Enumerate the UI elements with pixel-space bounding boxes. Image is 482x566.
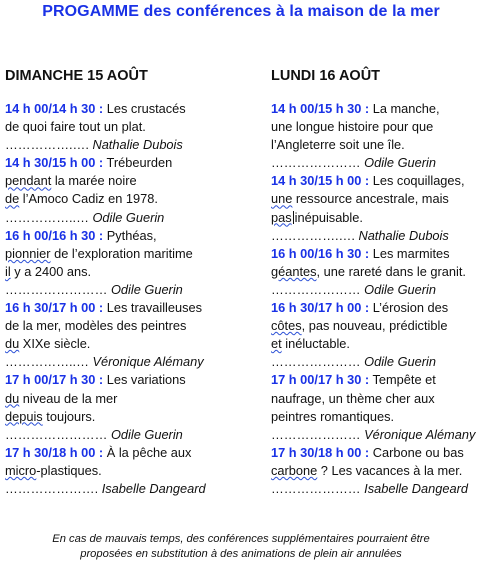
talk-entry bbox=[5, 371, 237, 443]
talk-entry bbox=[5, 299, 237, 371]
talk-title: Les crustacés bbox=[103, 101, 186, 116]
talk-entry bbox=[271, 299, 481, 371]
footer-line: proposées en substitution à des animations de plein air annulées bbox=[80, 548, 402, 560]
talk-entry bbox=[271, 245, 481, 299]
dot-leader: ………………… bbox=[271, 281, 365, 297]
talk-title: Trébeurden bbox=[103, 155, 173, 171]
day-heading-sunday: DIMANCHE 15 AOÛT bbox=[5, 68, 148, 84]
talk-title: l’Angleterre soit une île. bbox=[271, 137, 405, 153]
talk-time: 14 h 30/15 h 00 : bbox=[271, 173, 370, 189]
spellcheck-word: pionnier bbox=[5, 245, 51, 261]
dot-leader: ………………… bbox=[271, 426, 365, 442]
talk-title: ? Les vacances à la mer. bbox=[317, 462, 463, 478]
spellcheck-word: et bbox=[271, 336, 282, 352]
talk-title: ressource ancestrale, mais bbox=[292, 191, 449, 207]
spellcheck-word: carbone bbox=[271, 462, 318, 478]
day-heading-monday: LUNDI 16 AOÛT bbox=[271, 68, 381, 84]
talk-title: Les marmites bbox=[369, 245, 450, 261]
speaker-name: Isabelle Dangeard bbox=[101, 480, 206, 496]
talk-entry bbox=[5, 154, 237, 226]
talk-title: la marée noire bbox=[51, 173, 137, 189]
talk-title: XIXe siècle. bbox=[19, 336, 91, 352]
speaker-name: Odile Guerin bbox=[92, 209, 165, 225]
talk-entry bbox=[271, 444, 481, 498]
talk-time: 14 h 00/14 h 30 : bbox=[5, 101, 104, 116]
dot-leader: ……………..… bbox=[5, 209, 93, 225]
talk-title: une longue histoire pour que bbox=[271, 119, 434, 135]
speaker-name: Véronique Alémany bbox=[364, 426, 476, 442]
talk-entry bbox=[5, 227, 237, 299]
talk-time: 14 h 00/15 h 30 : bbox=[271, 101, 370, 116]
talk-title: de la mer, modèles des peintres bbox=[5, 318, 187, 334]
speaker-name: Nathalie Dubois bbox=[92, 137, 183, 153]
talk-entry bbox=[271, 371, 481, 443]
talk-entry bbox=[271, 100, 481, 172]
talk-title: niveau de la mer bbox=[19, 390, 118, 406]
monday-column bbox=[271, 67, 481, 498]
talk-title: À la pêche aux bbox=[103, 444, 192, 460]
dot-leader: …………………… bbox=[5, 281, 111, 297]
footer-note bbox=[0, 532, 482, 562]
spellcheck-word: depuis bbox=[5, 408, 43, 424]
spellcheck-word: une bbox=[271, 191, 293, 207]
dot-leader: …………….…. bbox=[5, 137, 93, 153]
talk-title: La manche, bbox=[369, 101, 440, 116]
talk-title: , une rareté dans le granit. bbox=[316, 263, 466, 279]
talk-entry bbox=[5, 444, 237, 498]
talk-time: 17 h 30/18 h 00 : bbox=[271, 444, 370, 460]
talk-time: 16 h 30/17 h 00 : bbox=[5, 300, 104, 316]
talk-title: inépuisable. bbox=[294, 209, 363, 225]
dot-leader: …………….…. bbox=[271, 227, 359, 243]
talk-title: toujours. bbox=[42, 408, 96, 424]
talk-title: inéluctable. bbox=[281, 336, 350, 352]
talk-title: -plastiques. bbox=[36, 462, 102, 478]
speaker-name: Odile Guerin bbox=[110, 426, 183, 442]
talk-title: , pas nouveau, prédictible bbox=[301, 318, 448, 334]
dot-leader: ………………… bbox=[271, 480, 365, 496]
dot-leader: ……………..… bbox=[5, 354, 93, 370]
talk-entry bbox=[271, 172, 481, 244]
sunday-column bbox=[5, 67, 237, 498]
text-cursor bbox=[293, 211, 294, 224]
talk-time: 17 h 30/18 h 00 : bbox=[5, 444, 104, 460]
dot-leader: …………………. bbox=[5, 480, 102, 496]
spellcheck-word: côtes bbox=[271, 318, 302, 334]
spellcheck-word: pas bbox=[271, 209, 292, 225]
talk-time: 16 h 00/16 h 30 : bbox=[271, 245, 370, 261]
talk-title: de l’exploration maritime bbox=[50, 245, 193, 261]
speaker-name: Véronique Alémany bbox=[92, 354, 204, 370]
talk-title: Carbone ou bas bbox=[369, 444, 464, 460]
speaker-name: Odile Guerin bbox=[364, 354, 436, 370]
talk-time: 17 h 00/17 h 30 : bbox=[271, 372, 370, 388]
spellcheck-word: de bbox=[5, 191, 20, 207]
speaker-name: Nathalie Dubois bbox=[358, 227, 449, 243]
talk-title: Pythéas, bbox=[103, 227, 157, 243]
talk-title: naufrage, un thème cher aux bbox=[271, 390, 435, 406]
talk-title: y a 2400 ans. bbox=[10, 263, 92, 279]
talk-title: l’Amoco Cadiz en 1978. bbox=[19, 191, 158, 207]
speaker-name: Odile Guerin bbox=[364, 155, 436, 171]
speaker-name: Isabelle Dangeard bbox=[364, 480, 469, 496]
spellcheck-word: géantes bbox=[271, 263, 317, 279]
talk-time: 16 h 00/16 h 30 : bbox=[5, 227, 104, 243]
speaker-name: Odile Guerin bbox=[364, 281, 436, 297]
dot-leader: ………………… bbox=[271, 354, 365, 370]
talk-title: L’érosion des bbox=[369, 300, 449, 316]
page-title: PROGAMME des conférences à la maison de la mer bbox=[42, 3, 440, 20]
spellcheck-word: pendant bbox=[5, 173, 52, 189]
dot-leader: …………………… bbox=[5, 426, 111, 442]
talk-time: 17 h 00/17 h 30 : bbox=[5, 372, 104, 388]
footer-line: En cas de mauvais temps, des conférences supplémentaires pourraient être bbox=[52, 533, 430, 545]
talk-title: Les coquillages, bbox=[369, 173, 465, 189]
speaker-name: Odile Guerin bbox=[110, 281, 183, 297]
talk-time: 16 h 30/17 h 00 : bbox=[271, 300, 370, 316]
spellcheck-word: du bbox=[5, 336, 20, 352]
talk-entry bbox=[5, 100, 237, 154]
spellcheck-word: micro bbox=[5, 462, 37, 478]
talk-time: 14 h 30/15 h 00 : bbox=[5, 155, 104, 171]
talk-title: peintres romantiques. bbox=[271, 408, 395, 424]
spellcheck-word: il bbox=[5, 263, 11, 279]
talk-title: de quoi faire tout un plat. bbox=[5, 119, 146, 135]
talk-title: Tempête et bbox=[369, 372, 436, 388]
talk-title: Les variations bbox=[103, 372, 186, 388]
spellcheck-word: du bbox=[5, 390, 20, 406]
talk-title: Les travailleuses bbox=[103, 300, 203, 316]
dot-leader: ………………… bbox=[271, 155, 365, 171]
